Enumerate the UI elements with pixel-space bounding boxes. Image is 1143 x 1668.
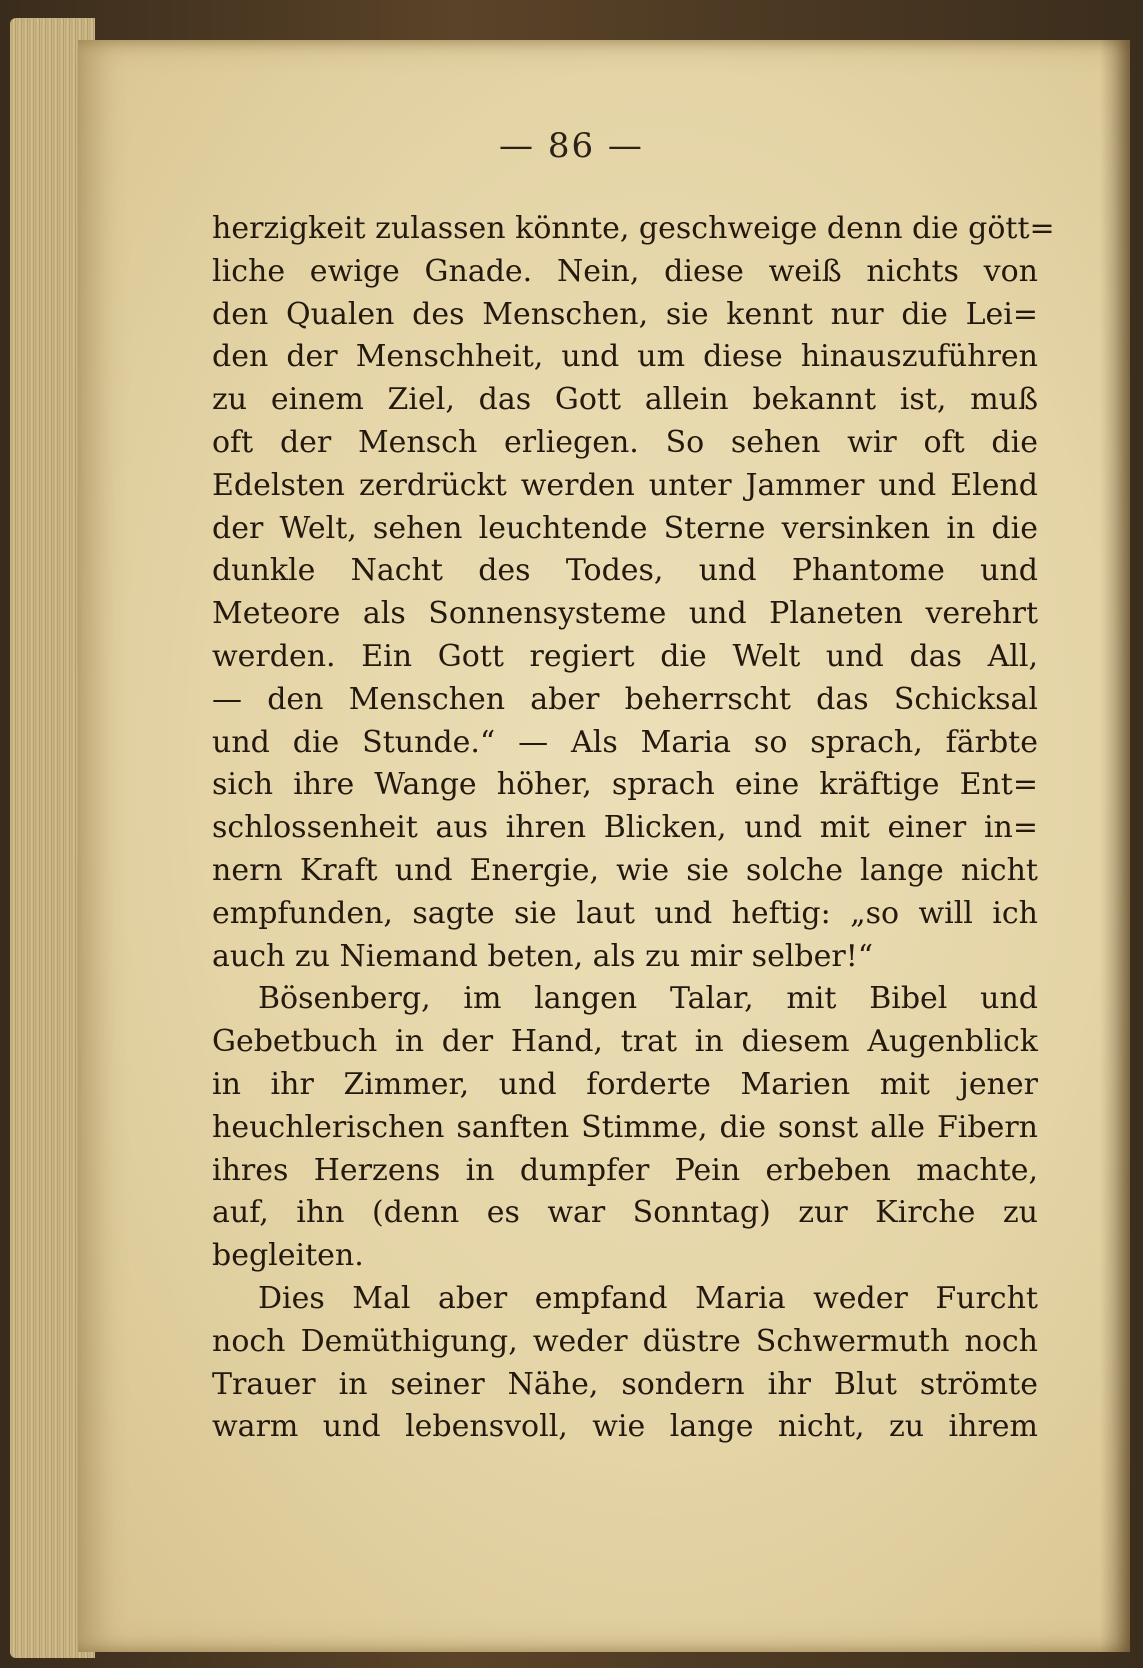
text-line: der Welt, sehen leuchtende Sterne versinken in die: [212, 510, 1038, 546]
text-line: Trauer in seiner Nähe, sondern ihr Blut strömte: [212, 1366, 1038, 1402]
text-line: noch Demüthigung, weder düstre Schwermuth noch: [212, 1323, 1038, 1359]
text-line: warm und lebensvoll, wie lange nicht, zu ihrem: [212, 1409, 1038, 1445]
text-line: auf, ihn (denn es war Sonntag) zur Kirche zu: [212, 1195, 1038, 1231]
text-line: in ihr Zimmer, und forderte Marien mit jener: [212, 1066, 1038, 1102]
text-line: zu einem Ziel, das Gott allein bekannt ist, muß: [212, 382, 1038, 418]
text-line: ihres Herzens in dumpfer Pein erbeben machte,: [212, 1152, 1038, 1188]
text-line: den der Menschheit, und um diese hinauszuführen: [212, 339, 1038, 375]
text-line: sich ihre Wange höher, sprach eine kräftige Ent=: [212, 767, 1038, 803]
text-line: oft der Mensch erliegen. So sehen wir oft die: [212, 424, 1038, 460]
text-line: empfunden, sagte sie laut und heftig: „so will ich: [212, 895, 1038, 931]
text-line: werden. Ein Gott regiert die Welt und das All,: [212, 638, 1038, 674]
text-line: herzigkeit zulassen könnte, geschweige denn die gött=: [212, 211, 1055, 246]
text-line: begleiten.: [212, 1238, 364, 1274]
text-line: Bösenberg, im langen Talar, mit Bibel und: [258, 981, 1038, 1017]
text-line: den Qualen des Menschen, sie kennt nur die Lei=: [212, 296, 1038, 332]
text-line: Edelsten zerdrückt werden unter Jammer und Elend: [212, 467, 1038, 503]
text-line: Dies Mal aber empfand Maria weder Furcht: [258, 1280, 1038, 1316]
text-line: heuchlerischen sanften Stimme, die sonst alle Fibern: [212, 1109, 1038, 1145]
text-line: auch zu Niemand beten, als zu mir selber!“: [212, 938, 874, 974]
text-block: [212, 208, 1055, 1449]
text-line: Gebetbuch in der Hand, trat in diesem Augenblick: [212, 1024, 1038, 1060]
page-number: — 86 —: [499, 126, 644, 166]
page-gutter-shadow: [1100, 40, 1130, 1652]
text-line: liche ewige Gnade. Nein, diese weiß nichts von: [212, 253, 1038, 289]
text-line: nern Kraft und Energie, wie sie solche lange nicht: [212, 852, 1038, 888]
text-line: und die Stunde.“ — Als Maria so sprach, färbte: [212, 724, 1038, 760]
text-line: schlossenheit aus ihren Blicken, und mit einer in=: [212, 810, 1038, 846]
text-line: dunkle Nacht des Todes, und Phantome und: [212, 553, 1038, 589]
text-line: — den Menschen aber beherrscht das Schicksal: [212, 681, 1038, 717]
text-line: Meteore als Sonnensysteme und Planeten verehrt: [212, 596, 1038, 632]
